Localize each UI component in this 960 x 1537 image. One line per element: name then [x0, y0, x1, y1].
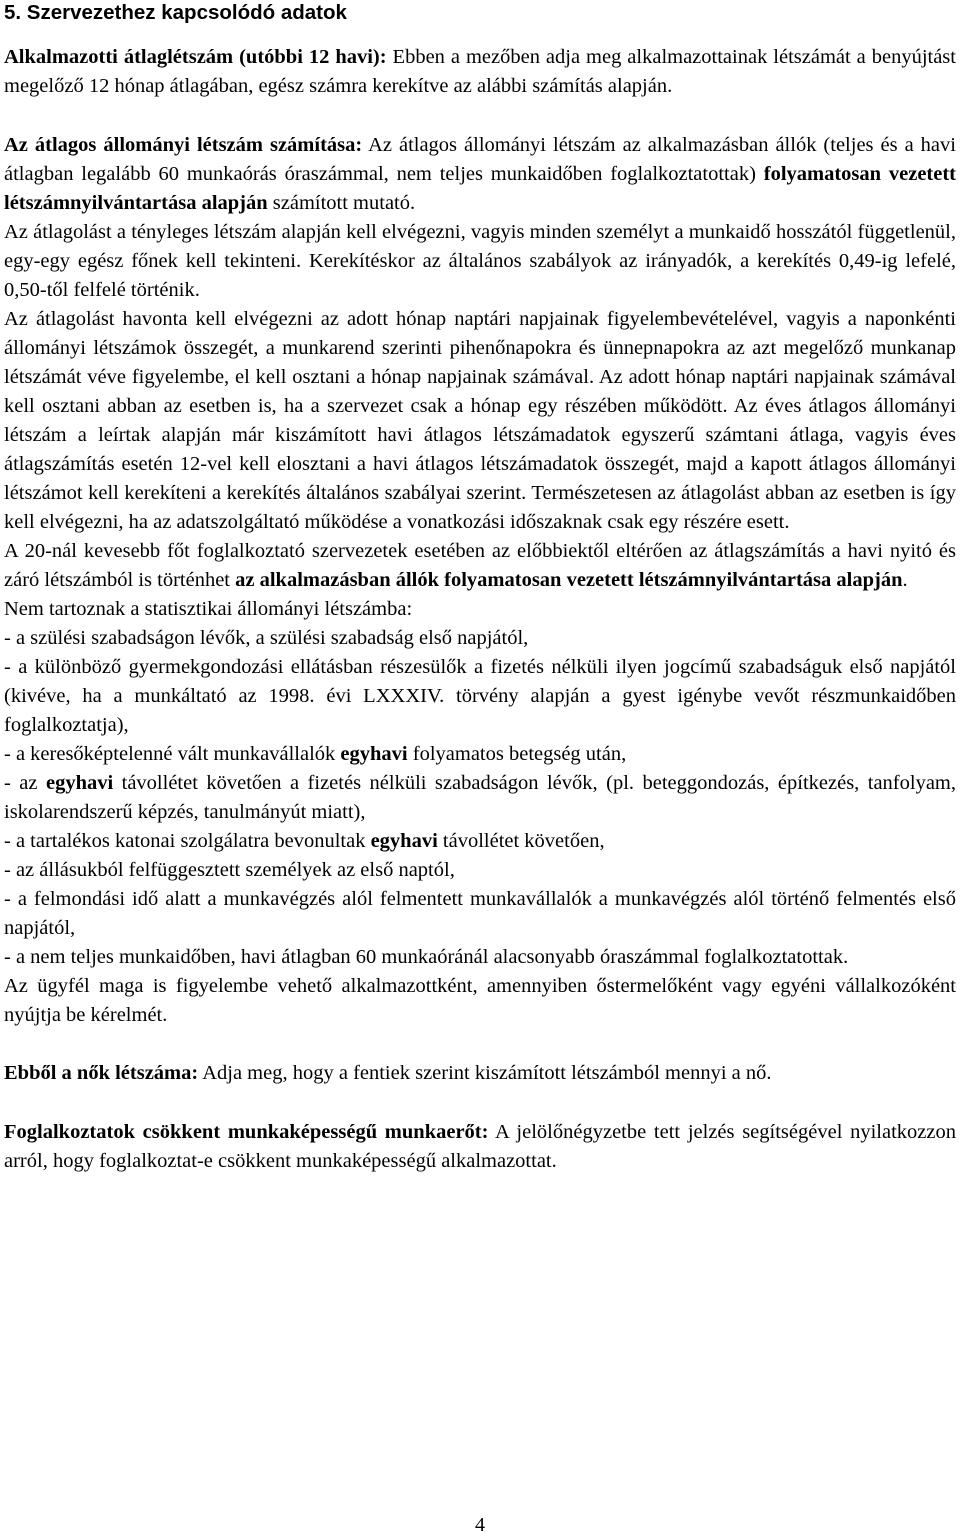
list-item-text: távollétet követően a fizetés nélküli szabadságon lévők, (pl. beteggondozás, építkezés, tanfolyam, iskolarendszerű képzés, tanulmányút miatt),	[4, 772, 956, 823]
list-item: - a nem teljes munkaidőben, havi átlagban 60 munkaóránál alacsonyabb óraszámmal foglalkoztatottak.	[4, 946, 849, 968]
list-item	[4, 827, 956, 856]
list-item-bold: egyhavi	[45, 772, 114, 794]
list-item: - a szülési szabadságon lévők, a szülési szabadság első napjától,	[4, 627, 529, 649]
page-number: 4	[475, 1514, 485, 1536]
list-item-bold: egyhavi	[370, 830, 438, 852]
text-small-org: A 20-nál kevesebb főt foglalkoztató szervezetek esetében az előbbiektől eltérően az átlagszámítás a havi nyitó és záró létszámból is történhet	[4, 540, 956, 591]
bold-register: folyamatosan vezetett létszámnyilvántartása alapján	[4, 163, 957, 214]
list-item-text: - a tartalékos katonai szolgálatra bevonultak	[4, 830, 371, 852]
list-item-bold: egyhavi	[340, 743, 408, 765]
list-item-text: távollétet követően,	[437, 830, 605, 852]
text-small-org-end: .	[902, 569, 908, 591]
list-item	[4, 769, 956, 827]
list-item-text: folyamatos betegség után,	[407, 743, 627, 765]
list-item	[4, 740, 956, 769]
list-item: - az állásukból felfüggesztett személyek az első naptól,	[4, 859, 455, 881]
paragraph-monthly-average: Az átlagolást havonta kell elvégezni az adott hónap naptári napjainak figyelembevételével, vagyis a naponkénti állományi létszámok összegét, a munkarend szerinti pihenőnapokra és ünnepnapokra az azt megelőző munkanap létszámát véve figyelembe, el kell osztani a hónap napjainak számával. Az adott hónap naptári napjainak számával kell osztani abban az esetben is, ha a szervezet csak a hónap egy részében működött. Az éves átlagos állományi létszám a leírtak alapján már kiszámított havi átlagos létszámadatok egyszerű számtani átlaga, vagyis éves átlagszámítás esetén 12-vel kell elosztani a havi átlagos létszámadatok összegét, majd a kapott átlagos állományi létszámot kell kerekíteni a kerekítés általános szabályai szerint. Természetesen az átlagolást abban az esetben is így kell elvégezni, ha az adatszolgáltató működése a vonatkozási időszaknak csak egy részére esett.	[4, 308, 956, 533]
paragraph-small-organizations	[4, 537, 956, 595]
paragraph-disabled-workers	[4, 1118, 956, 1176]
list-item-text: - a keresőképtelenné vált munkavállalók	[4, 743, 341, 765]
text-calculation-1: Az átlagos állományi létszám az alkalmazásban állók (teljes és a havi átlagban legalább 60 munkaórás óraszámmal, nem teljes munkaidőben foglalkoztatottak)	[4, 134, 956, 185]
paragraph-women-count	[4, 1059, 956, 1088]
list-item: - a felmondási idő alatt a munkavégzés alól felmentett munkavállalók a munkavégzés alól történő felmentés első napjától,	[4, 888, 956, 939]
section-heading: 5. Szervezethez kapcsolódó adatok	[4, 1, 347, 24]
paragraph-client-as-employee: Az ügyfél maga is figyelembe vehető alkalmazottként, amennyiben őstermelőként vagy egyéni vállalkozóként nyújtja be kérelmét.	[4, 975, 956, 1026]
list-item-text: - az	[4, 772, 46, 794]
paragraph-excluded-intro: Nem tartoznak a statisztikai állományi létszámba:	[4, 598, 413, 620]
list-item: - a különböző gyermekgondozási ellátásban részesülők a fizetés nélküli ilyen jogcímű szabadságuk első napjától (kivéve, ha a munkáltató az 1998. évi LXXXIV. törvény alapján a gyest igénybe vevőt részmunkaidőben foglalkoztatja),	[4, 656, 956, 736]
text-women-count: Adja meg, hogy a fentiek szerint kiszámított létszámból mennyi a nő.	[198, 1062, 772, 1084]
text-disabled-workers: A jelölőnégyzetbe tett jelzés segítségével nyilatkozzon arról, hogy foglalkoztat-e csökkent munkaképességű alkalmazottat.	[4, 1121, 956, 1172]
text-calculation-2: számított mutató.	[267, 192, 416, 214]
paragraph-calculation	[4, 131, 956, 218]
label-average-headcount: Alkalmazotti átlaglétszám (utóbbi 12 havi):	[4, 46, 387, 68]
paragraph-average-headcount	[4, 43, 956, 101]
paragraph-actual-headcount: Az átlagolást a tényleges létszám alapján kell elvégezni, vagyis minden személyt a munkaidő hosszától függetlenül, egy-egy egész főnek kell tekinteni. Kerekítéskor az általános szabályok az irányadók, a kerekítés 0,49-ig lefelé, 0,50-től felfelé történik.	[4, 221, 956, 301]
label-disabled-workers: Foglalkoztatok csökkent munkaképességű munkaerőt:	[4, 1121, 489, 1143]
label-women-count: Ebből a nők létszáma:	[4, 1062, 199, 1084]
bold-small-org: az alkalmazásban állók folyamatosan vezetett létszámnyilvántartása alapján	[235, 569, 903, 591]
text-average-headcount: Ebben a mezőben adja meg alkalmazottainak létszámát a benyújtást megelőző 12 hónap átlagában, egész számra kerekítve az alábbi számítás alapján.	[4, 46, 956, 97]
document-page	[4, 0, 956, 1176]
label-calculation: Az átlagos állományi létszám számítása:	[4, 134, 363, 156]
